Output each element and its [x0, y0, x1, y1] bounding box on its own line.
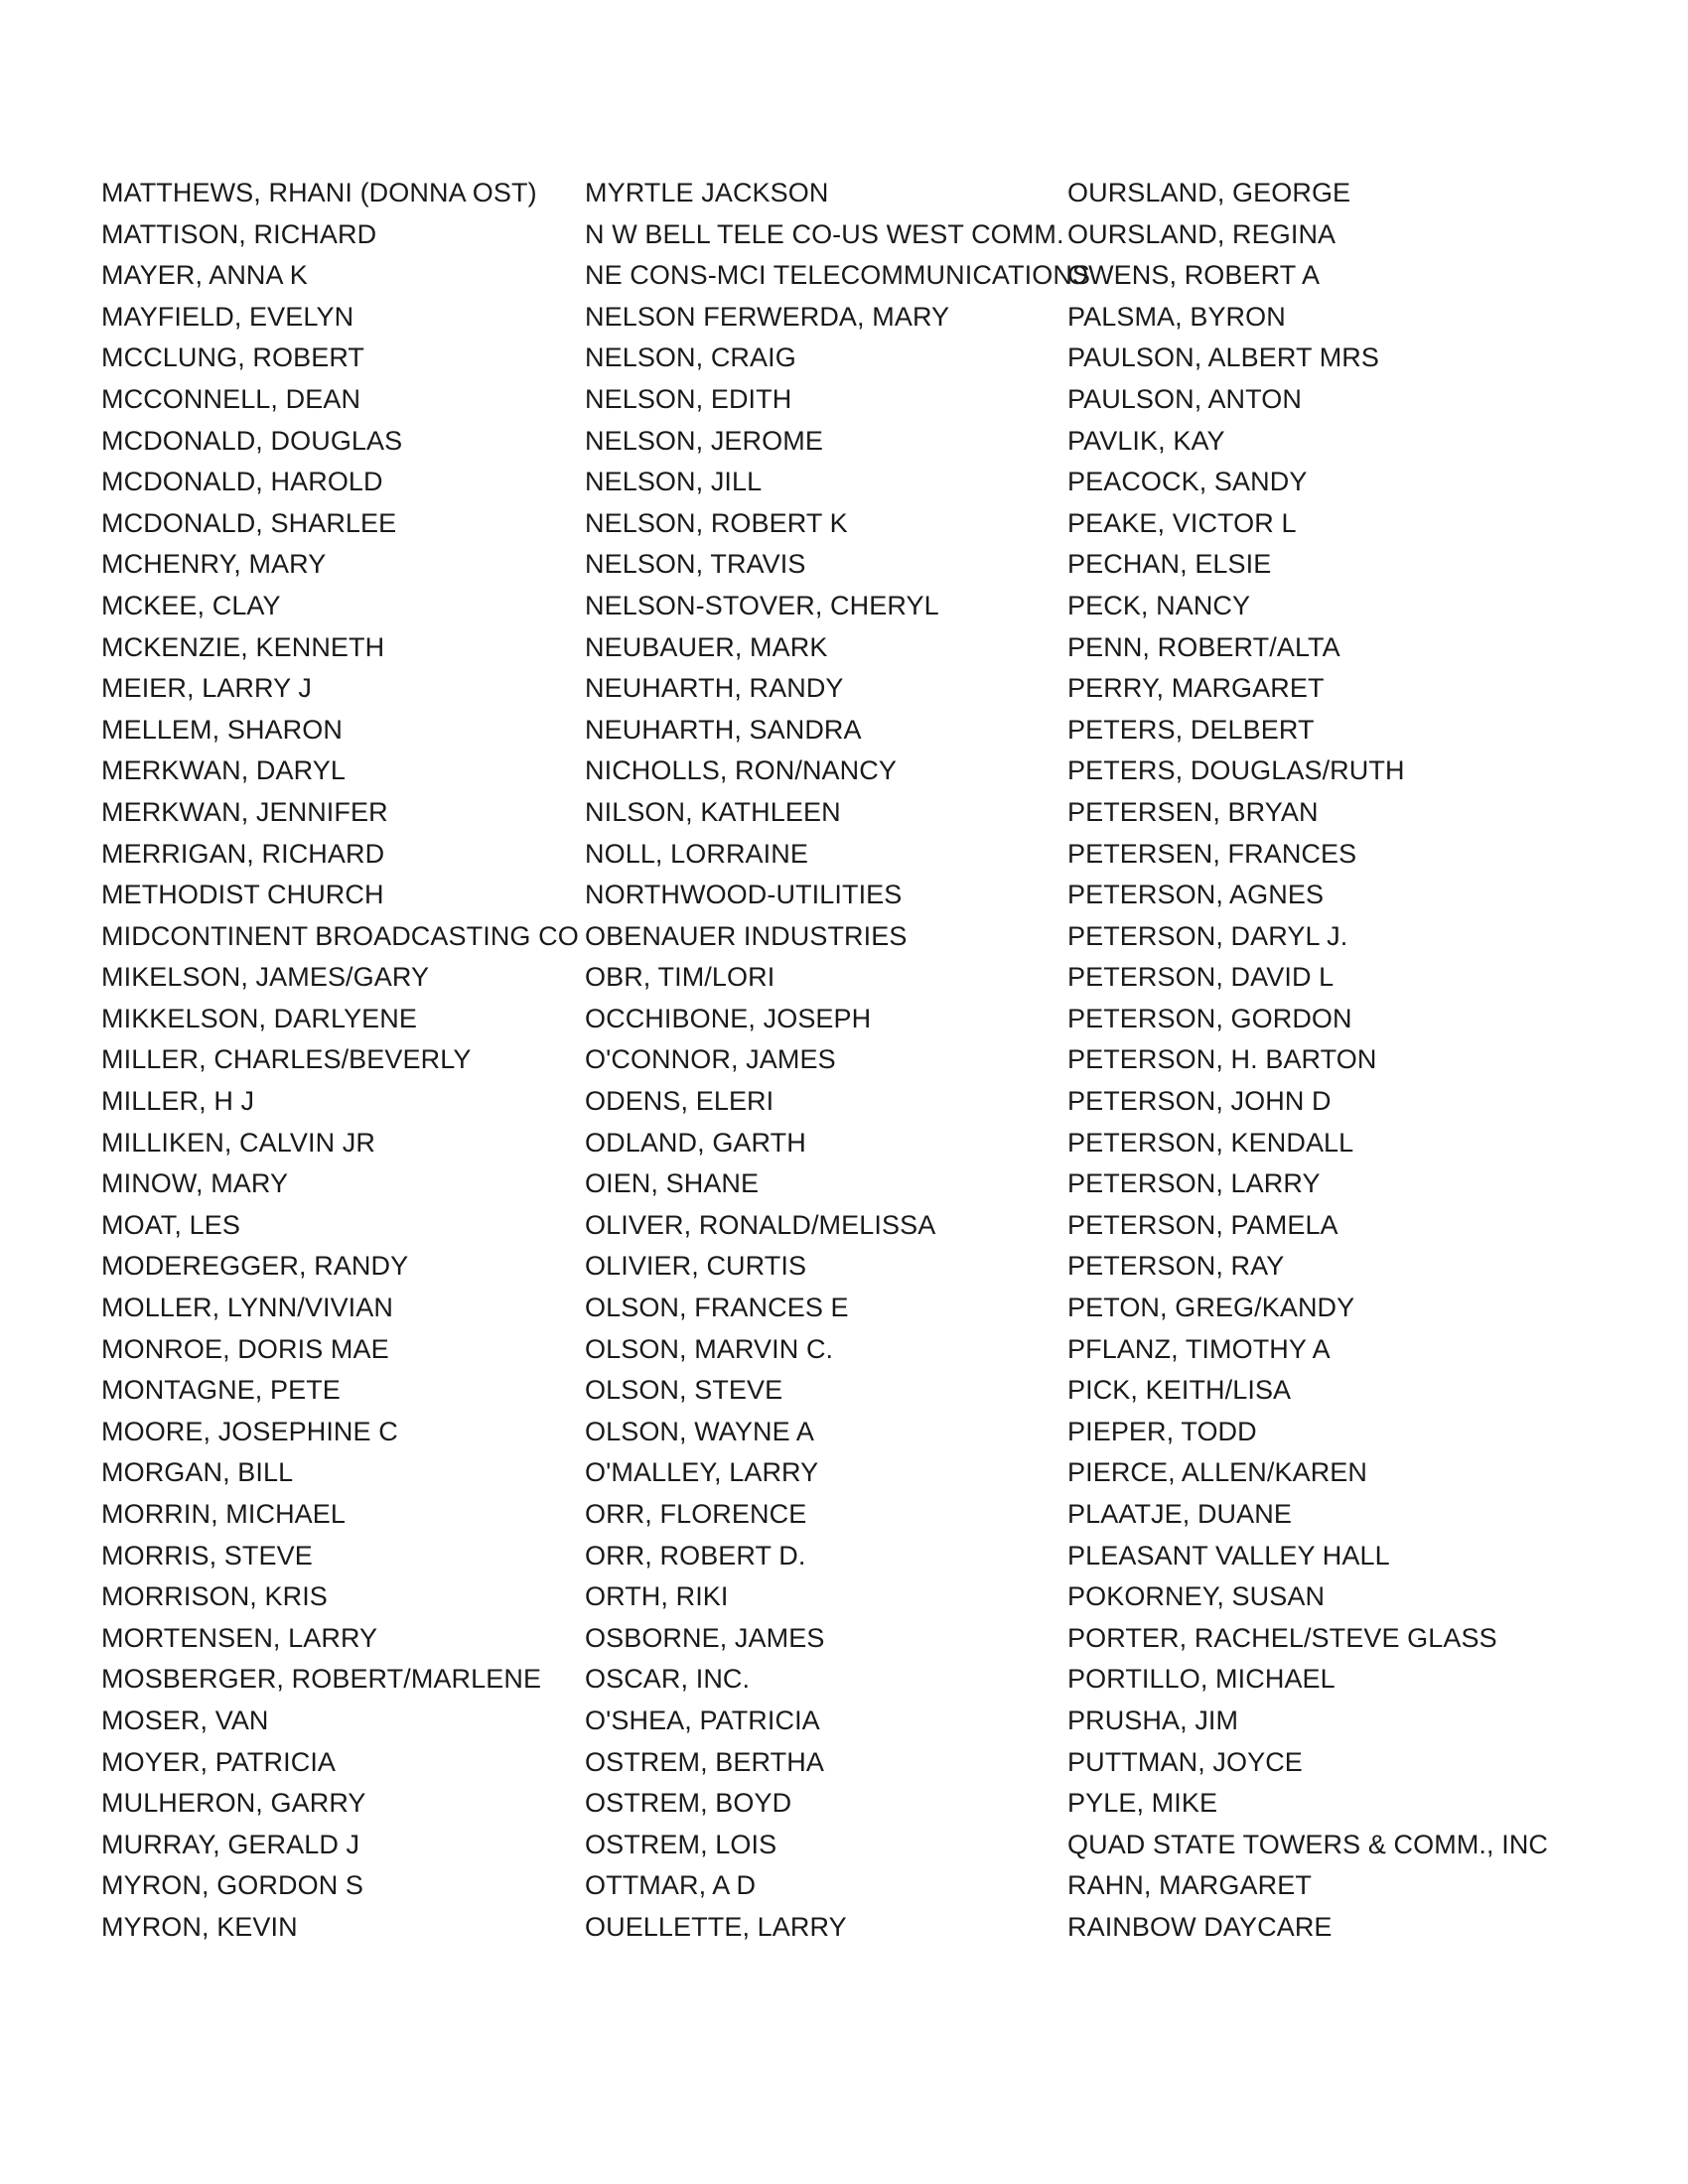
- list-item: OSTREM, BERTHA: [585, 1746, 824, 1777]
- list-item: PALSMA, BYRON: [1067, 301, 1286, 332]
- list-item: ORTH, RIKI: [585, 1581, 729, 1612]
- list-item: MULHERON, GARRY: [101, 1788, 366, 1819]
- list-item: PICK, KEITH/LISA: [1067, 1375, 1292, 1406]
- list-item: PETERSON, GORDON: [1067, 1003, 1352, 1033]
- list-item: PETERSON, AGNES: [1067, 880, 1325, 910]
- list-item: PAULSON, ANTON: [1067, 383, 1302, 414]
- list-item: RAINBOW DAYCARE: [1067, 1911, 1333, 1942]
- list-item: NE CONS-MCI TELECOMMUNICATIONS: [585, 260, 1091, 291]
- list-item: MCHENRY, MARY: [101, 549, 327, 580]
- list-item: MOYER, PATRICIA: [101, 1746, 337, 1777]
- name-column-2: [585, 173, 1090, 1949]
- list-item: METHODIST CHURCH: [101, 880, 384, 910]
- list-item: PAVLIK, KAY: [1067, 425, 1225, 456]
- list-item: MYRON, GORDON S: [101, 1870, 364, 1901]
- list-item: O'MALLEY, LARRY: [585, 1457, 819, 1488]
- list-item: OIEN, SHANE: [585, 1168, 760, 1199]
- list-item: NELSON, ROBERT K: [585, 507, 848, 538]
- list-item: O'SHEA, PATRICIA: [585, 1705, 820, 1735]
- list-item: NEUBAUER, MARK: [585, 631, 828, 662]
- list-item: ODLAND, GARTH: [585, 1127, 806, 1158]
- list-item: PETERSON, RAY: [1067, 1251, 1285, 1282]
- list-item: PETERSON, PAMELA: [1067, 1209, 1338, 1240]
- list-item: MCKENZIE, KENNETH: [101, 631, 385, 662]
- list-item: MILLER, H J: [101, 1086, 255, 1117]
- list-item: MELLEM, SHARON: [101, 714, 343, 745]
- list-item: PETON, GREG/KANDY: [1067, 1293, 1355, 1323]
- list-item: MEIER, LARRY J: [101, 673, 312, 704]
- list-item: PLAATJE, DUANE: [1067, 1499, 1292, 1529]
- list-item: ORR, FLORENCE: [585, 1499, 807, 1529]
- list-item: PETERSON, JOHN D: [1067, 1086, 1332, 1117]
- list-item: OLIVIER, CURTIS: [585, 1251, 807, 1282]
- list-item: OSTREM, LOIS: [585, 1829, 777, 1859]
- list-item: OLSON, FRANCES E: [585, 1293, 849, 1323]
- list-item: MERKWAN, DARYL: [101, 755, 346, 786]
- list-item: MORRISON, KRIS: [101, 1581, 328, 1612]
- list-item: PETERS, DOUGLAS/RUTH: [1067, 755, 1405, 786]
- list-item: MIKELSON, JAMES/GARY: [101, 962, 430, 993]
- list-item: MODEREGGER, RANDY: [101, 1251, 409, 1282]
- list-item: MOAT, LES: [101, 1209, 240, 1240]
- list-item: PETERSEN, FRANCES: [1067, 838, 1357, 869]
- list-item: PETERSON, KENDALL: [1067, 1127, 1354, 1158]
- name-column-3: [1067, 173, 1548, 1949]
- list-item: PETERS, DELBERT: [1067, 714, 1315, 745]
- list-item: OSBORNE, JAMES: [585, 1622, 825, 1653]
- list-item: NELSON, JILL: [585, 467, 763, 497]
- list-item: MIKKELSON, DARLYENE: [101, 1003, 417, 1033]
- list-item: PORTER, RACHEL/STEVE GLASS: [1067, 1622, 1497, 1653]
- list-item: MATTISON, RICHARD: [101, 218, 377, 249]
- list-item: OSTREM, BOYD: [585, 1788, 792, 1819]
- list-item: PEACOCK, SANDY: [1067, 467, 1308, 497]
- list-item: N W BELL TELE CO-US WEST COMM.: [585, 218, 1064, 249]
- list-item: OLSON, MARVIN C.: [585, 1333, 834, 1364]
- list-item: PETERSEN, BRYAN: [1067, 796, 1319, 827]
- list-item: OCCHIBONE, JOSEPH: [585, 1003, 872, 1033]
- list-item: MOSER, VAN: [101, 1705, 269, 1735]
- list-item: OSCAR, INC.: [585, 1664, 751, 1695]
- list-item: PIEPER, TODD: [1067, 1416, 1257, 1446]
- list-item: PETERSON, DARYL J.: [1067, 920, 1348, 951]
- list-item: ODENS, ELERI: [585, 1086, 774, 1117]
- list-item: PRUSHA, JIM: [1067, 1705, 1239, 1735]
- list-item: ORR, ROBERT D.: [585, 1540, 806, 1570]
- list-item: PAULSON, ALBERT MRS: [1067, 342, 1380, 373]
- list-item: MCCLUNG, ROBERT: [101, 342, 365, 373]
- list-item: MYRON, KEVIN: [101, 1911, 298, 1942]
- list-item: PENN, ROBERT/ALTA: [1067, 631, 1340, 662]
- list-item: MCCONNELL, DEAN: [101, 383, 361, 414]
- list-item: OBENAUER INDUSTRIES: [585, 920, 908, 951]
- list-item: MIDCONTINENT BROADCASTING CO: [101, 920, 579, 951]
- list-item: OBR, TIM/LORI: [585, 962, 775, 993]
- list-item: NILSON, KATHLEEN: [585, 796, 841, 827]
- list-item: NEUHARTH, RANDY: [585, 673, 844, 704]
- list-item: MOORE, JOSEPHINE C: [101, 1416, 398, 1446]
- list-item: MOLLER, LYNN/VIVIAN: [101, 1293, 393, 1323]
- list-item: OURSLAND, GEORGE: [1067, 178, 1351, 207]
- list-item: NOLL, LORRAINE: [585, 838, 808, 869]
- list-item: OUELLETTE, LARRY: [585, 1911, 847, 1942]
- list-item: O'CONNOR, JAMES: [585, 1044, 836, 1075]
- list-item: PETERSON, H. BARTON: [1067, 1044, 1377, 1075]
- list-item: PUTTMAN, JOYCE: [1067, 1746, 1303, 1777]
- list-item: MERRIGAN, RICHARD: [101, 838, 385, 869]
- list-item: NELSON, CRAIG: [585, 342, 796, 373]
- list-item: OTTMAR, A D: [585, 1870, 757, 1901]
- list-item: MORGAN, BILL: [101, 1457, 294, 1488]
- list-item: MONROE, DORIS MAE: [101, 1333, 389, 1364]
- list-item: MCKEE, CLAY: [101, 590, 281, 620]
- list-item: MATTHEWS, RHANI (DONNA OST): [101, 178, 537, 207]
- list-item: NORTHWOOD-UTILITIES: [585, 880, 903, 910]
- list-item: MORRIN, MICHAEL: [101, 1499, 347, 1529]
- list-item: PIERCE, ALLEN/KAREN: [1067, 1457, 1368, 1488]
- list-item: OWENS, ROBERT A: [1067, 260, 1321, 291]
- list-item: PETERSON, LARRY: [1067, 1168, 1321, 1199]
- name-column-1: [101, 173, 579, 1949]
- list-item: PFLANZ, TIMOTHY A: [1067, 1333, 1331, 1364]
- list-item: MCDONALD, DOUGLAS: [101, 425, 403, 456]
- list-item: OLSON, STEVE: [585, 1375, 783, 1406]
- list-item: NELSON-STOVER, CHERYL: [585, 590, 939, 620]
- list-item: MCDONALD, HAROLD: [101, 467, 383, 497]
- list-item: MONTAGNE, PETE: [101, 1375, 341, 1406]
- list-item: MCDONALD, SHARLEE: [101, 507, 397, 538]
- list-item: MINOW, MARY: [101, 1168, 289, 1199]
- list-item: MAYFIELD, EVELYN: [101, 301, 354, 332]
- list-item: PECK, NANCY: [1067, 590, 1251, 620]
- list-item: OLSON, WAYNE A: [585, 1416, 814, 1446]
- list-item: POKORNEY, SUSAN: [1067, 1581, 1326, 1612]
- list-item: NELSON, JEROME: [585, 425, 823, 456]
- list-item: NEUHARTH, SANDRA: [585, 714, 862, 745]
- list-item: RAHN, MARGARET: [1067, 1870, 1312, 1901]
- list-item: PERRY, MARGARET: [1067, 673, 1325, 704]
- list-item: NELSON FERWERDA, MARY: [585, 301, 950, 332]
- list-item: MORRIS, STEVE: [101, 1540, 313, 1570]
- list-item: MURRAY, GERALD J: [101, 1829, 360, 1859]
- list-item: MILLIKEN, CALVIN JR: [101, 1127, 375, 1158]
- list-item: NICHOLLS, RON/NANCY: [585, 755, 897, 786]
- list-item: PYLE, MIKE: [1067, 1788, 1218, 1819]
- list-item: MOSBERGER, ROBERT/MARLENE: [101, 1664, 542, 1695]
- list-item: OURSLAND, REGINA: [1067, 218, 1336, 249]
- list-item: MYRTLE JACKSON: [585, 178, 829, 207]
- list-item: PEAKE, VICTOR L: [1067, 507, 1297, 538]
- list-item: MERKWAN, JENNIFER: [101, 796, 388, 827]
- list-item: MORTENSEN, LARRY: [101, 1622, 378, 1653]
- list-item: PECHAN, ELSIE: [1067, 549, 1272, 580]
- list-item: MAYER, ANNA K: [101, 260, 308, 291]
- list-item: PLEASANT VALLEY HALL: [1067, 1540, 1390, 1570]
- list-item: NELSON, EDITH: [585, 383, 792, 414]
- list-item: NELSON, TRAVIS: [585, 549, 806, 580]
- list-item: OLIVER, RONALD/MELISSA: [585, 1209, 936, 1240]
- list-item: QUAD STATE TOWERS & COMM., INC: [1067, 1829, 1549, 1859]
- list-item: MILLER, CHARLES/BEVERLY: [101, 1044, 472, 1075]
- list-item: PORTILLO, MICHAEL: [1067, 1664, 1336, 1695]
- list-item: PETERSON, DAVID L: [1067, 962, 1335, 993]
